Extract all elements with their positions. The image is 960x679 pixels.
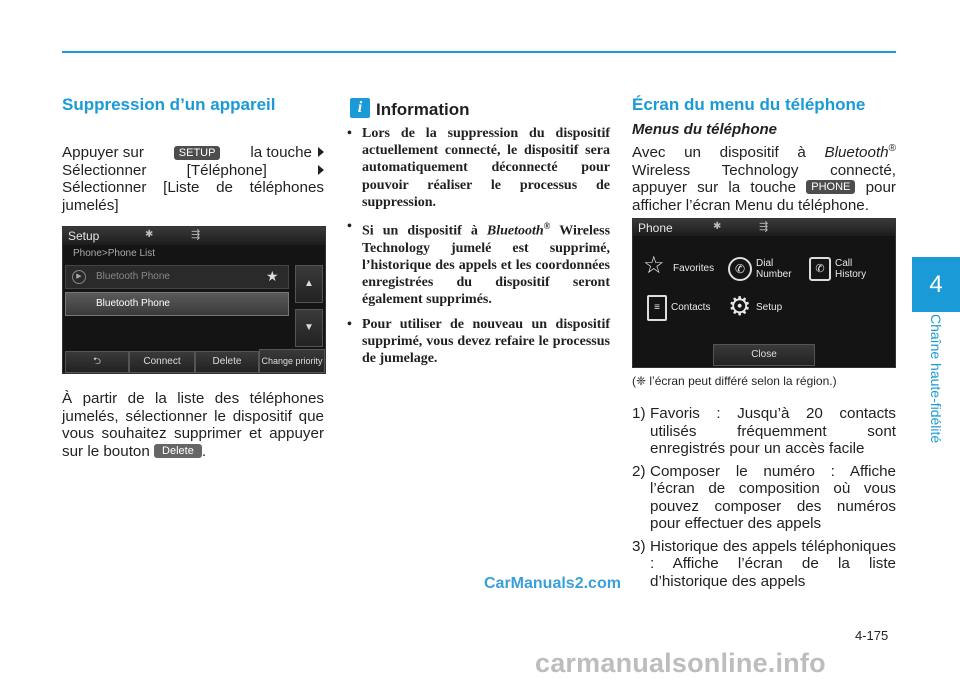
brand-text: Bluetooth <box>824 144 889 162</box>
instr-text: Appuyer sur <box>62 144 144 161</box>
screen-title-bar <box>63 227 325 245</box>
bluetooth-icon: ✱ <box>145 229 154 240</box>
device-name: Bluetooth Phone <box>96 298 170 309</box>
device-name: Bluetooth Phone <box>96 271 170 282</box>
para-text: Avec un dispositif à <box>632 144 806 162</box>
para-text: pour afficher l’écran Menu du téléphone. <box>632 179 896 214</box>
setup-screen-image <box>62 226 326 374</box>
close-button[interactable]: Close <box>713 344 815 366</box>
usb-icon: ⇶ <box>191 229 201 241</box>
chapter-tab: 4 <box>912 257 960 312</box>
header-rule <box>62 51 896 53</box>
para-text: Wireless Technology connecté, appuyer sur la touche <box>632 161 896 197</box>
info-text: Si un dispositif à <box>362 223 478 239</box>
star-icon: ★ <box>266 268 279 284</box>
subheading: Menus du téléphone <box>632 121 778 138</box>
dial-number-menu-item[interactable] <box>728 255 808 283</box>
info-title: Information <box>376 100 470 119</box>
menu-label: Contacts <box>671 302 711 313</box>
item-number: 1) <box>632 405 646 422</box>
menu-label: Dial Number <box>756 258 792 280</box>
info-list <box>345 125 610 374</box>
section-heading-delete: Suppression d’un appareil <box>62 95 276 114</box>
delete-text: À partir de la liste des téléphones jumelés, sélectionner le dispositif que vous souhaitez supprimer et appuyer sur le bouton <box>62 390 324 460</box>
info-bullet: • Lors de la suppression du dispositif actuellement connecté, le dispositif sera automatiquement déconnecté pour pouvoir réaliser le processus de suppression. <box>345 125 610 211</box>
item-number: 3) <box>632 537 646 555</box>
contacts-menu-item[interactable] <box>647 295 727 323</box>
back-icon: ⮌ <box>92 356 101 367</box>
delete-button[interactable]: Delete <box>195 351 259 373</box>
menu-label: Call History <box>835 258 867 280</box>
favorites-menu-item[interactable] <box>643 252 723 281</box>
menu-label: Setup <box>756 302 783 313</box>
delete-key-badge: Delete <box>154 444 202 458</box>
setup-key-badge: SETUP <box>174 146 221 160</box>
watermark-link[interactable]: CarManuals2.com <box>484 575 621 592</box>
instr-text: Sélectionner [Liste de téléphones jumelés] <box>62 179 324 214</box>
brand-text: Bluetooth <box>486 223 544 239</box>
play-icon: ▶ <box>72 270 86 284</box>
info-bullet: • Pour utiliser de nouveau un dispositif supprimé, vous devez refaire le processus de jumelage. <box>345 316 610 368</box>
period: . <box>201 442 207 460</box>
phone-handset-icon: ✆ <box>728 257 752 281</box>
bluetooth-icon: ✱ <box>713 221 722 232</box>
phone-screen-image <box>632 218 896 368</box>
screen-title: Setup <box>68 229 100 243</box>
delete-instructions <box>62 144 324 214</box>
contacts-icon: ≡ <box>647 295 667 321</box>
connect-button[interactable]: Connect <box>129 351 195 373</box>
call-history-icon: ✆ <box>809 257 831 281</box>
instr-text: la touche <box>250 144 312 161</box>
change-priority-button[interactable]: Change priority <box>259 349 325 373</box>
gear-icon: ⚙ <box>728 291 752 321</box>
info-icon: i <box>350 98 370 118</box>
section-heading-phone-menu: Écran du menu du téléphone <box>632 95 866 114</box>
chapter-label: Chaîne haute-fidélité <box>928 314 944 444</box>
breadcrumb: Phone>Phone List <box>73 248 156 259</box>
region-note: (❈ l’écran peut différé selon la région.) <box>632 374 837 388</box>
call-history-menu-item[interactable] <box>809 255 889 283</box>
usb-icon: ⇶ <box>759 221 769 233</box>
star-outline-icon: ☆ <box>643 252 665 279</box>
device-row[interactable] <box>65 265 289 289</box>
footer-watermark: carmanualsonline.info <box>535 648 826 678</box>
item-number: 2) <box>632 462 646 480</box>
list-item <box>632 538 896 591</box>
instr-text: Sélectionner [Téléphone] <box>62 161 267 179</box>
phone-key-badge: PHONE <box>806 180 855 194</box>
info-text: Wireless Technology jumelé est supprimé, l’historique des appels et les coordonnées enregistrées du dispositif seront également supprimés. <box>362 223 611 308</box>
item-text: Favoris : Jusqu’à 20 contacts utilisés fréquemment sont enregistrés pour un accès facile <box>650 405 896 457</box>
list-item <box>632 405 896 458</box>
registered-mark: ® <box>888 143 896 154</box>
arrow-right-icon <box>318 165 324 175</box>
phone-menu-paragraph <box>632 140 896 214</box>
scroll-up-button[interactable] <box>295 265 323 303</box>
back-button[interactable] <box>65 351 129 373</box>
screen-title: Phone <box>638 221 673 235</box>
setup-menu-item[interactable] <box>728 291 808 323</box>
info-bullet <box>345 218 610 309</box>
page-number: 4-175 <box>855 628 889 643</box>
triangle-up-icon: ▲ <box>304 278 314 289</box>
arrow-right-icon <box>318 147 324 157</box>
item-text: Composer le numéro : Affiche l’écran de composition où vous pouvez composer des numéros pour effectuer des appels <box>650 462 896 532</box>
screen-title-bar <box>633 219 895 236</box>
list-item <box>632 463 896 533</box>
registered-mark: ® <box>543 221 551 232</box>
menu-label: Favorites <box>673 263 715 274</box>
delete-paragraph <box>62 390 324 460</box>
item-text: Historique des appels téléphoniques : Affiche l’écran de la liste d’historique des appels <box>650 537 896 590</box>
device-row-selected[interactable] <box>65 292 289 316</box>
menu-items-list <box>632 405 896 595</box>
scroll-down-button[interactable] <box>295 309 323 347</box>
triangle-down-icon: ▼ <box>304 322 314 333</box>
